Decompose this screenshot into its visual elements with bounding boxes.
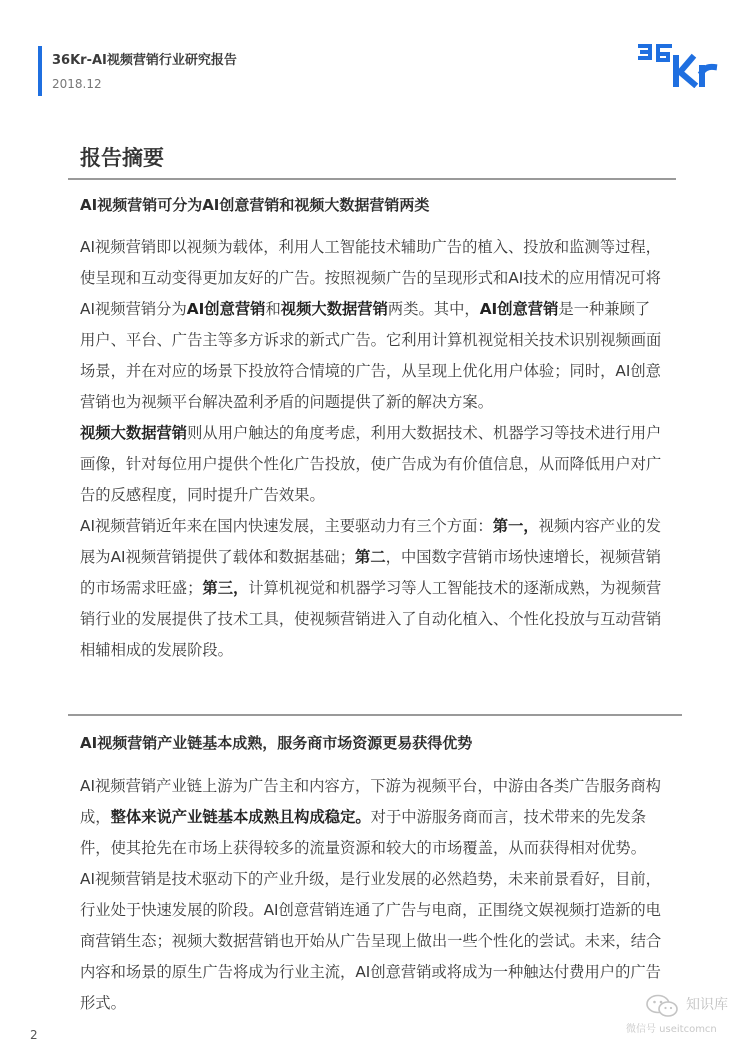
- section-divider: [68, 178, 676, 180]
- bold-text: AI创意营销: [479, 300, 559, 318]
- wechat-icon: [646, 994, 680, 1018]
- paragraph: [80, 864, 662, 1019]
- bold-text: 视频大数据营销: [80, 424, 188, 442]
- text-run: 视频内容产业的发展为AI视频营销提供了载体和数据基础；: [80, 517, 661, 566]
- report-date: 2018.12: [52, 77, 102, 91]
- header-accent-bar: [38, 46, 42, 96]
- text-run: AI视频营销近年来在国内快速发展，主要驱动力有三个方面：: [80, 517, 493, 535]
- bold-text: 第三，: [202, 579, 249, 597]
- text-run: 两类。其中，: [387, 300, 480, 318]
- bold-text: 整体来说产业链基本成熟且构成稳定。: [110, 808, 371, 826]
- block-divider: [68, 714, 682, 716]
- block-2-heading: AI视频营销产业链基本成熟，服务商市场资源更易获得优势: [80, 734, 473, 752]
- bold-text: 视频大数据营销: [280, 300, 388, 318]
- text-run: AI视频营销产业链上游为广告主和内容方，下游为视频平台，中游由各类广告服务商构成，: [80, 777, 661, 826]
- text-run: 和: [265, 300, 281, 318]
- text-run: ，中国数字营销市场快速增长，视频营销的市场需求旺盛；: [80, 548, 661, 597]
- watermark-name: 知识库: [686, 997, 728, 1013]
- paragraph: [80, 771, 662, 864]
- watermark-subtitle: 微信号 useitcomcn: [626, 1024, 717, 1035]
- bold-text: 第二: [355, 548, 386, 566]
- bold-text: AI创意营销: [186, 300, 266, 318]
- section-title: 报告摘要: [80, 146, 164, 170]
- paragraph: [80, 418, 662, 511]
- text-run: 是一种兼顾了用户、平台、广告主等多方诉求的新式广告。它利用计算机视觉相关技术识别视频画面场景，并在对应的场景下投放符合情境的广告，从呈现上优化用户体验；同时，AI创意营销也为视频平台解决盈利矛盾的问题提供了新的解决方案。: [80, 300, 662, 411]
- text-run: AI视频营销即以视频为载体，利用人工智能技术辅助广告的植入、投放和监测等过程，使呈现和互动变得更加友好的广告。按照视频广告的呈现形式和AI技术的应用情况可将AI视频营销分为: [80, 238, 661, 318]
- text-run: AI视频营销是技术驱动下的产业升级，是行业发展的必然趋势，未来前景看好，目前，行业处于快速发展的阶段。AI创意营销连通了广告与电商，正围绕文娱视频打造新的电商营销生态；视频大数据营销也开始从广告呈现上做出一些个性化的尝试。未来，结合内容和场景的原生广告将成为行业主流，AI创意营销或将成为一种触达付费用户的广告形式。: [80, 870, 662, 1012]
- text-run: 计算机视觉和机器学习等人工智能技术的逐渐成熟，为视频营销行业的发展提供了技术工具，使视频营销进入了自动化植入、个性化投放与互动营销相辅相成的发展阶段。: [80, 579, 662, 659]
- report-title: 36Kr-AI视频营销行业研究报告: [52, 53, 237, 68]
- bold-text: 第一，: [492, 517, 539, 535]
- block-2-body: [80, 771, 662, 1019]
- text-run: 对于中游服务商而言，技术带来的先发条件，使其抢先在市场上获得较多的流量资源和较大的市场覆盖，从而获得相对优势。: [80, 808, 647, 857]
- watermark: [620, 992, 738, 1042]
- page-number: 2: [30, 1028, 38, 1042]
- paragraph: [80, 232, 662, 418]
- block-1-heading: AI视频营销可分为AI创意营销和视频大数据营销两类: [80, 196, 430, 214]
- paragraph: [80, 511, 662, 666]
- 36kr-logo: [636, 40, 720, 88]
- block-1-body: [80, 232, 662, 666]
- text-run: 则从用户触达的角度考虑，利用大数据技术、机器学习等技术进行用户画像，针对每位用户提供个性化广告投放，使广告成为有价值信息，从而降低用户对广告的反感程度，同时提升广告效果。: [80, 424, 662, 504]
